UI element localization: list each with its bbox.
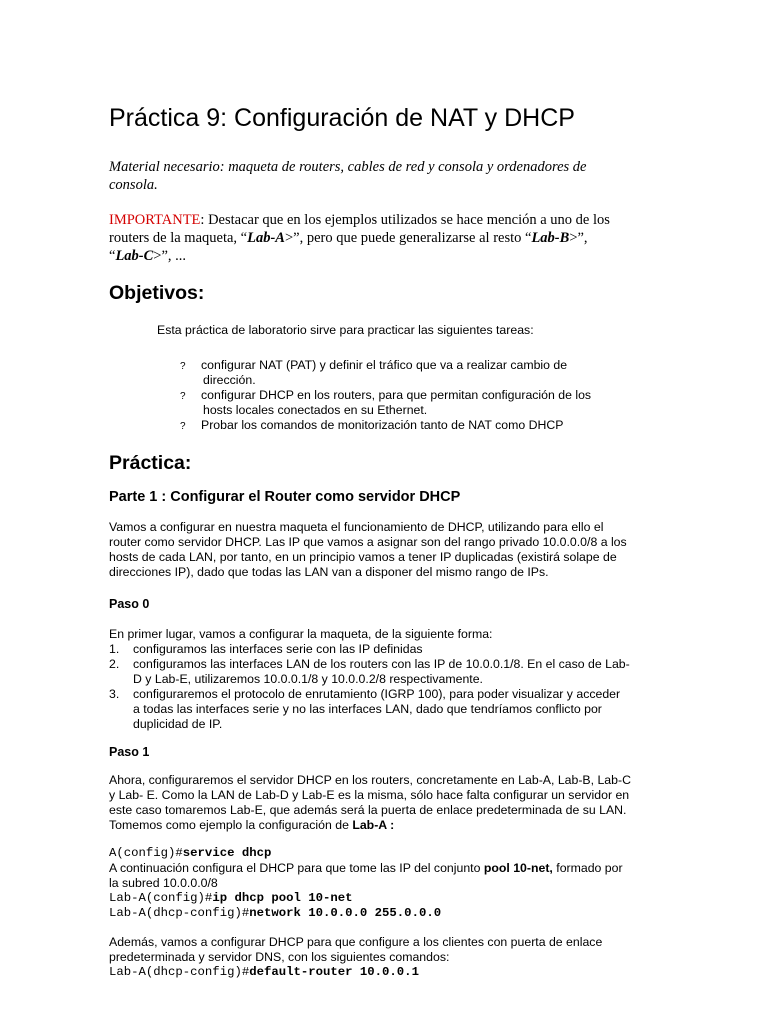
paragraph: Además, vamos a configurar DHCP para que configure a los clientes con puerta de enlace predeterminada y servidor DNS, con los siguientes comandos: xyxy=(109,935,603,964)
code-line xyxy=(109,846,271,861)
paso0-heading: Paso 0 xyxy=(109,597,150,611)
code-line xyxy=(109,965,419,980)
paragraph: En primer lugar, vamos a configurar la maqueta, de la siguiente forma: xyxy=(109,627,493,641)
code-line xyxy=(109,906,441,921)
parte1-heading: Parte 1 : Configurar el Router como servidor DHCP xyxy=(109,489,461,505)
document-page: Práctica 9: Configuración de NAT y DHCP Material necesario: maqueta de routers, cables de red y consola y ordenadores de consola. IMPORTANTE: Destacar que en los ejemplos utilizados se hace mención a uno de los routers de la maqueta, “Lab-A>”, pero que puede generalizarse al resto “Lab-B>”, “Lab-C>”, ... Objetivos: Esta práctica de laboratorio sirve para practicar las siguientes tareas: ? configurar NAT (PAT) y definir el tráfico que va a realizar cambio de dirección. ? configurar DHCP en los routers, para que permitan configuración de los hosts locales conectados en su Ethernet. ? Probar los comandos de monitorización tanto de NAT como DHCP Práctica: Parte 1 : Configurar el Router como servidor DHCP Vamos a configurar en nuestra maqueta el funcionamiento de DHCP, utilizando para ello el router como servidor DHCP. Las IP que vamos a asignar son del rango privado 10.0.0.0/8 a los hosts de cada LAN, por tanto, en un principio vamos a tener IP duplicadas (existirá solape de direcciones IP), dado que todas las LAN van a disponer del mismo rango de IPs. Paso 0 En primer lugar, vamos a configurar la maqueta, de la siguiente forma: 1. configuramos las interfaces serie con las IP definidas 2. configuramos las interfaces LAN de los routers con las IP de 10.0.0.1/8. En el caso de Lab- D y Lab-E, utilizaremos 10.0.0.1/8 y 10.0.0.2/8 respectivamente. 3. configuraremos el protocolo de enrutamiento (IGRP 100), para poder visualizar y acceder a todas las interfaces serie y no las interfaces LAN, dado que tendríamos conflicto por duplicidad de IP. Paso 1 Ahora, configuraremos el servidor DHCP en los routers, concretamente en Lab-A, Lab-B, Lab-C y Lab- E. Como la LAN de Lab-D y Lab-E es la misma, sólo hace falta configurar un servidor en este caso tomaremos Lab-E, que además será la puerta de enlace predeterminada de su LAN. Tomemos como ejemplo la configuración de Lab-A : A(config)#service dhcp A continuación configura el DHCP para que tome las IP del conjunto pool 10-net, formado por la subred 10.0.0.0/8 Lab-A(config)#ip dhcp pool 10-net Lab-A(dhcp-config)#network 10.0.0.0 255.0.0.0 Además, vamos a configurar DHCP para que configure a los clientes con puerta de enlace predeterminada y servidor DNS, con los siguientes comandos: Lab-A(dhcp-config)#default-router 10.0.0.1 xyxy=(109,104,631,979)
lab-a-name: Lab-A xyxy=(247,230,285,246)
code-prompt: A(config)# xyxy=(109,846,183,860)
important-label: IMPORTANTE xyxy=(109,212,201,228)
code-block xyxy=(109,891,441,921)
code-line xyxy=(109,891,441,906)
page-title: Práctica 9: Configuración de NAT y DHCP xyxy=(109,104,575,132)
bullet-icon: ? xyxy=(180,421,186,432)
material-note xyxy=(109,158,586,194)
bullet-icon: ? xyxy=(180,361,186,372)
lab-a-name: Lab-A : xyxy=(352,818,395,832)
bullet-icon: ? xyxy=(180,391,186,402)
material-line: Material necesario: maqueta de routers, cables de red y consola y ordenadores de xyxy=(109,159,587,175)
pool-name: pool 10-net, xyxy=(483,861,553,875)
code-prompt: Lab-A(config)# xyxy=(109,891,213,905)
lab-c-name: Lab-C xyxy=(115,248,154,264)
code-command: network 10.0.0.0 255.0.0.0 xyxy=(249,906,442,920)
paragraph: A continuación configura el DHCP para que tome las IP del conjunto pool 10-net, formado por la subred 10.0.0.0/8 xyxy=(109,861,623,890)
paso1-heading: Paso 1 xyxy=(109,745,150,759)
practica-heading: Práctica: xyxy=(109,452,192,474)
code-prompt: Lab-A(dhcp-config)# xyxy=(109,965,250,979)
code-prompt: Lab-A(dhcp-config)# xyxy=(109,906,250,920)
objetivos-intro: Esta práctica de laboratorio sirve para practicar las siguientes tareas: xyxy=(157,323,534,337)
important-line: routers de la maqueta, “Lab-A>”, pero que puede generalizarse al resto “Lab-B>”, xyxy=(109,230,588,246)
code-command: service dhcp xyxy=(182,846,272,860)
paragraph: Ahora, configuraremos el servidor DHCP en los routers, concretamente en Lab-A, Lab-B, Lab-C y Lab- E. Como la LAN de Lab-D y Lab-E es la misma, sólo hace falta configurar un servidor en este caso tomaremos Lab-E, que además será la puerta de enlace predeterminada de su LAN. Tomemos como ejemplo la configuración de Lab-A : xyxy=(109,773,631,832)
material-line: consola. xyxy=(109,177,158,193)
objetivos-heading: Objetivos: xyxy=(109,282,205,304)
code-command: default-router 10.0.0.1 xyxy=(249,965,419,979)
important-line: IMPORTANTE: Destacar que en los ejemplos utilizados se hace mención a uno de los xyxy=(109,212,610,228)
lab-b-name: Lab-B xyxy=(531,230,570,246)
paragraph: Vamos a configurar en nuestra maqueta el funcionamiento de DHCP, utilizando para ello el router como servidor DHCP. Las IP que vamos a asignar son del rango privado 10.0.0.0/8 a los hosts de cada LAN, por tanto, en un principio vamos a tener IP duplicadas (existirá solape de direcciones IP), dado que todas las LAN van a disponer del mismo rango de IPs. xyxy=(109,520,627,579)
important-note xyxy=(109,211,610,265)
code-command: ip dhcp pool 10-net xyxy=(212,891,353,905)
important-line: “Lab-C>”, ... xyxy=(109,248,187,264)
